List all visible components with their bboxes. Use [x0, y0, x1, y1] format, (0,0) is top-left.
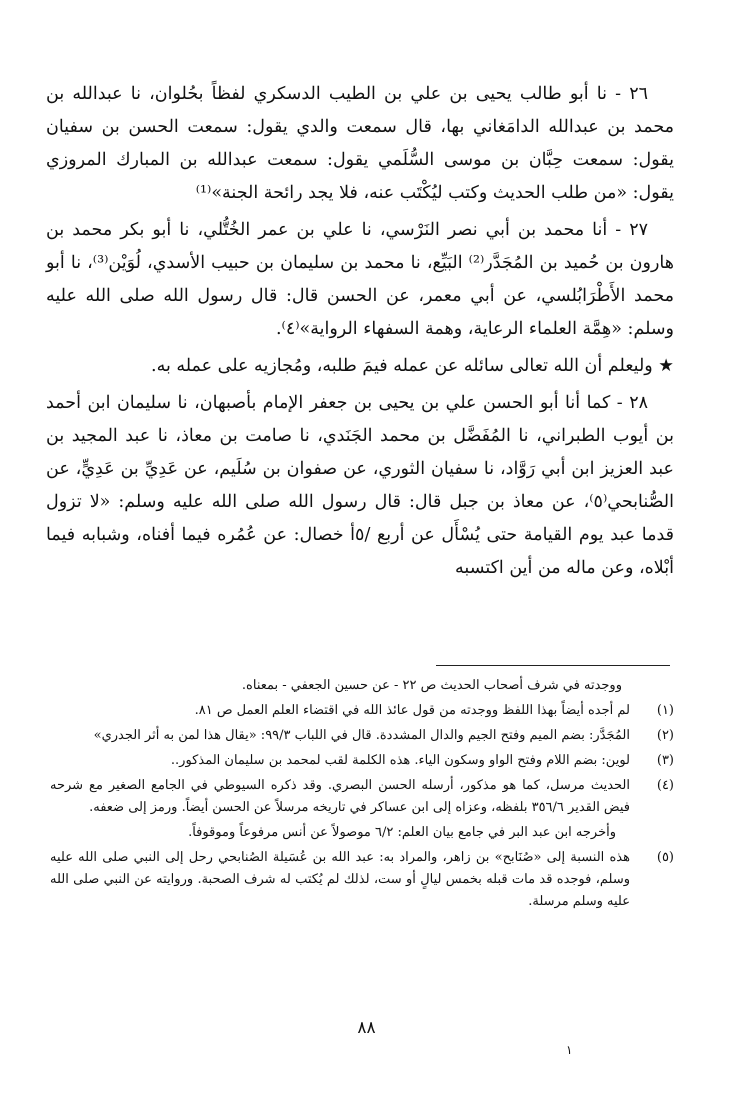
page-number: ٨٨ [357, 1018, 376, 1038]
paragraph-26: ٢٦ - نا أبو طالب يحيى بن علي بن الطيب الدسكري لفظاً بحُلوان، نا عبدالله بن محمد بن عبدالله الدامَغاني بها، قال سمعت والدي يقول: سمعت الحسن بن سفيان يقول: سمعت حِبَّان بن موسى السُّلَمي يقول: سمعت عبدالله بن المبارك المروزي يقول: «من طلب الحديث وكتب ليُكْتَب عنه، فلا يجد رائحة الجنة»⁽¹⁾ [46, 84, 674, 203]
footnote-5 [50, 847, 674, 913]
footnote-number: (٢) [656, 728, 674, 743]
paragraph-note-star: ★ وليعلم أن الله تعالى سائله عن عمله فيمَ طلبه، ومُجازيه على عمله به. [151, 356, 674, 376]
footnote-text: لم أجده أيضاً بهذا اللفظ ووجدته من قول عائذ الله في اقتضاء العلم العمل ص ٨١. [194, 703, 630, 718]
main-text [46, 78, 674, 589]
footnote-3 [50, 750, 674, 772]
footnote-number: (٣) [656, 753, 674, 768]
paragraph-27: ٢٧ - أنا محمد بن أبي نصر النَرْسي، نا علي بن عمر الخُتُّلي، نا أبو بكر محمد بن هارون بن حُميد بن المُجَدَّر⁽²⁾ البَيِّع، نا محمد بن سليمان بن حبيب الأسدي، لُوَيْن⁽³⁾، نا أبو محمد الأَطْرَابُلسي، عن أبي معمر، عن الحسن قال: قال رسول الله صلى الله عليه وسلم: «هِمَّة العلماء الرعاية، وهمة السفهاء الرواية»⁽٤⁾. [46, 220, 674, 339]
footnote-text: المُجَدَّر: بضم الميم وفتح الجيم والدال المشددة. قال في اللباب ٩٩/٣: «يقال هذا لمن به أثر الجدري» [93, 728, 630, 743]
footnote-text: الحديث مرسل، كما هو مذكور، أرسله الحسن البصري. وقد ذكره السيوطي في الجامع الصغير مع شرحه فيض القدير ٣٥٦/٦ بلفظه، وعزاه إلى ابن عساكر في تاريخه مرسلاً عن الحسن أيضاً. ورمز إلى ضعفه. [50, 778, 630, 815]
footnote-continuation: ووجدته في شرف أصحاب الحديث ص ٢٢ - عن حسين الجعفي - بمعناه. [241, 678, 622, 693]
footnote-text: لوين: بضم اللام وفتح الواو وسكون الياء. هذه الكلمة لقب لمحمد بن سليمان المذكور.. [170, 753, 630, 768]
paragraph-28: ٢٨ - كما أنا أبو الحسن علي بن يحيى بن جعفر الإمام بأصبهان، نا سليمان ابن أحمد بن أيوب الطبراني، نا المُفَضَّل بن محمد الجَنَدي، نا صامت بن معاذ، نا عبد المجيد بن عبد العزيز ابن أبي رَوَّاد، نا سفيان الثوري، عن صفوان بن سُلَيم، عن عَدِيِّ بن عَدِيٍّ، عن الصُّنابحي⁽٥⁾، عن معاذ بن جبل قال: قال رسول الله صلى الله عليه وسلم: «لا تزول قدما عبد يوم القيامة حتى يُسْأَل عن أربع /٥أ خصال: عن عُمُره فيما أفناه، وشبابه فيما أبْلاه، وعن ماله من أين اكتسبه [46, 393, 674, 578]
footnote-4 [50, 775, 674, 819]
signature-mark: ١ [566, 1043, 573, 1057]
footnotes [50, 675, 674, 916]
footnote-2 [50, 725, 674, 747]
footnote-1 [50, 700, 674, 722]
footnote-text: هذه النسبة إلى «صُنَابح» بن زاهر، والمراد به: عبد الله بن عُسَيلة الصُنابحي رحل إلى النبي صلى الله عليه وسلم، فوجده قد مات قبله بخمس ليالٍ أو ست، لذلك لم يُكتب له شرف الصحبة. وروايته عن النبي صلى الله عليه وسلم مرسلة. [50, 850, 630, 909]
footnote-number: (٥) [656, 850, 674, 865]
footnote-number: (٤) [656, 778, 674, 793]
footnote-4-continuation: وأخرجه ابن عبد البر في جامع بيان العلم: ٦/٢ موصولاً عن أنس مرفوعاً وموقوفاً. [188, 825, 616, 840]
footnote-separator [436, 665, 670, 666]
footnote-number: (١) [656, 703, 674, 718]
